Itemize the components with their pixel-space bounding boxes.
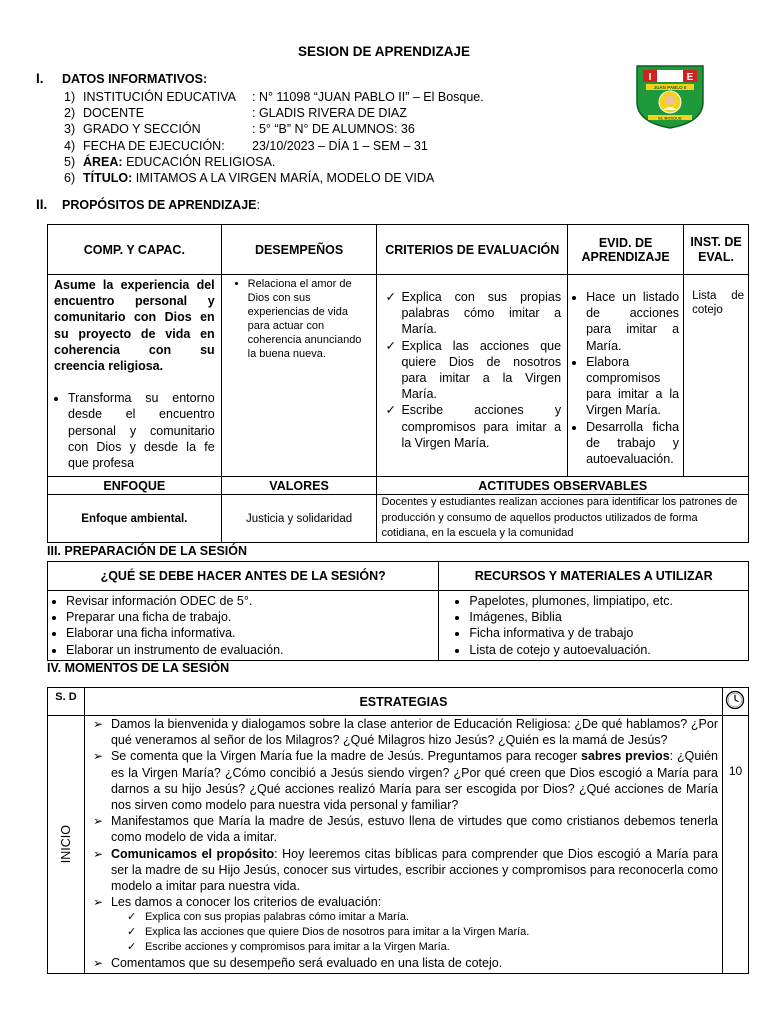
actitudes-cell: Docentes y estudiantes realizan acciones para identificar los patrones de producción y consumo de aquellos productos utilizados de forma cotidiana, en la escuela y la comunidad [377, 495, 749, 543]
time-cell: 10 [722, 716, 748, 974]
criteria-subitem: ✓ Explica las acciones que quiere Dios de nosotros para imitar a la Virgen María. [125, 925, 718, 940]
col-header-comp: COMP. Y CAPAC. [48, 225, 222, 275]
competencia-text: Asume la experiencia del encuentro personal y comunitario con Dios en su proyecto de vida en coherencia con su creencia religiosa. [54, 278, 215, 374]
recurso-item: • Papelotes, plumones, limpiatipo, etc. [469, 593, 744, 609]
strategy-item: ➢ Comentamos que su desempeño será evaluado en una lista de cotejo. [89, 955, 718, 971]
antes-item: • Preparar una ficha de trabajo. [66, 609, 434, 625]
moments-table [47, 687, 749, 974]
strategy-item: ➢ Manifestamos que María la madre de Jesús, estuvo llena de virtudes que como cristianos debemos tenerla como modelo de vida a imitar. [89, 813, 718, 845]
section-2-roman: II. [36, 197, 48, 212]
evidencia-item: • Desarrolla ficha de trabajo y autoevaluación. [586, 419, 679, 468]
recursos-list [443, 593, 744, 658]
section-1-roman: I. [36, 71, 44, 86]
evidencias-cell [568, 275, 684, 477]
strategy-item: ➢ Les damos a conocer los criterios de evaluación: ✓ Explica con sus propias palabras cómo imitar a María. ✓ Explica las acciones que quiere Dios de nosotros para imitar a la Virgen María. ✓ Escribe acciones y compromisos para imitar a la Virgen María. [89, 894, 718, 955]
capacidad-list [54, 390, 215, 471]
antes-cell [48, 591, 439, 661]
clock-icon [725, 690, 745, 710]
info-row: 2) DOCENTE : GLADIS RIVERA DE DIAZ [64, 106, 407, 121]
school-logo [633, 62, 707, 130]
criterios-list [383, 289, 561, 451]
recurso-item: • Lista de cotejo y autoevaluación. [469, 642, 744, 658]
page-title: SESION DE APRENDIZAJE [297, 44, 471, 59]
section-1-title: DATOS INFORMATIVOS: [62, 72, 208, 86]
section-1-heading [36, 71, 207, 86]
clock-header [722, 688, 748, 716]
criterios-cell [377, 275, 568, 477]
criteria-subitem: ✓ Explica con sus propias palabras cómo imitar a María. [125, 910, 718, 925]
criteria-subitem: ✓ Escribe acciones y compromisos para imitar a la Virgen María. [125, 940, 718, 955]
enfoque-cell: Enfoque ambiental. [48, 495, 222, 543]
evidencia-item: • Elabora compromisos para imitar a la Virgen María. [586, 354, 679, 419]
col-header-evidencias: EVID. DE APRENDIZAJE [568, 225, 684, 275]
phase-cell [48, 716, 85, 974]
info-row-titulo: 6) TÍTULO: IMITAMOS A LA VIRGEN MARÍA, MODELO DE VIDA [64, 171, 435, 186]
instrumento-cell [684, 275, 749, 477]
col-header-desempenos: DESEMPEÑOS [221, 225, 377, 275]
section-4-heading: IV. MOMENTOS DE LA SESIÓN [47, 661, 230, 675]
phase-label: INICIO [58, 825, 73, 864]
info-list [64, 89, 484, 186]
antes-item: • Elaborar un instrumento de evaluación. [66, 642, 434, 658]
strategy-item: ➢ Se comenta que la Virgen María fue la madre de Jesús. Preguntamos para recoger sabres previos: ¿Quién es la Virgen María? ¿Cómo concibió a Jesús siendo virgen? ¿Por qué creen que Dios escogió a María para darnos a su hijo Jesús? ¿Qué acciones realizó María para ser escogida por Dios? ¿Qué acciones de María nos sirven como modelo para nuestra vida personal y familiar? [89, 748, 718, 813]
logo-letter-e: E [686, 72, 694, 83]
col-header-recursos: RECURSOS Y MATERIALES A UTILIZAR [439, 562, 749, 591]
col-header-criterios: CRITERIOS DE EVALUACIÓN [377, 225, 568, 275]
strategy-item: ➢ Damos la bienvenida y dialogamos sobre la clase anterior de Educación Religiosa: ¿De qué hablamos? ¿Por qué veneramos al señor de los Milagros? ¿Qué Milagros hizo Jesús? ¿Quién es la mamá de Jesús? [89, 716, 718, 748]
desempeno-item: • Relaciona el amor de Dios con sus experiencias de vida para actuar con coherencia anunciando la buena nueva. [248, 277, 373, 361]
section-2-title: PROPÓSITOS DE APRENDIZAJE [62, 198, 257, 212]
criterio-item: ✓ Explica las acciones que quiere Dios de nosotros para imitar a la Virgen María. [383, 338, 561, 403]
logo-letter-i: I [648, 72, 652, 83]
info-row-area: 5) ÁREA: EDUCACIÓN RELIGIOSA. [64, 154, 276, 169]
strategy-item: ➢ Comunicamos el propósito: Hoy leeremos citas bíblicas para comprender que Dios escogió a María para ser la madre de su Hijo Jesús, conocer sus virtudes, escribir acciones y compromisos para reconocerla como modelo a imitar para nuestra vida. [89, 846, 718, 895]
logo-banner-bottom: EL BOSQUE [658, 115, 682, 121]
desempeno-list [226, 277, 373, 361]
section-3-heading: III. PREPARACIÓN DE LA SESIÓN [47, 544, 248, 558]
recursos-cell [439, 591, 749, 661]
antes-item: • Revisar información ODEC de 5°. [66, 593, 434, 609]
info-row: 1) INSTITUCIÓN EDUCATIVA : N° 11098 “JUAN PABLO II” – El Bosque. [64, 90, 484, 104]
preparation-table [47, 561, 749, 661]
instrumento-text: Lista de cotejo [692, 290, 744, 316]
criteria-sublist [111, 910, 718, 955]
antes-list [52, 593, 434, 658]
strategies-list [89, 716, 718, 972]
evidencia-item: • Hace un listado de acciones para imitar a María. [586, 289, 679, 354]
logo-banner-top: JUAN PABLO II [653, 85, 687, 90]
desempeno-cell [221, 275, 377, 477]
recurso-item: • Ficha informativa y de trabajo [469, 625, 744, 641]
competencia-cell [48, 275, 222, 477]
criterio-item: ✓ Escribe acciones y compromisos para imitar a la Virgen María. [383, 402, 561, 451]
antes-item: • Elaborar una ficha informativa. [66, 625, 434, 641]
valores-cell: Justicia y solidaridad [221, 495, 377, 543]
evidencias-list [570, 289, 679, 467]
recurso-item: • Imágenes, Biblia [469, 609, 744, 625]
col-header-sd: S. D [48, 688, 85, 716]
capacidad-item: • Transforma su entorno desde el encuentro personal y comunitario con Dios y desde la fe que profesa [68, 390, 215, 471]
criterio-item: ✓ Explica con sus propias palabras cómo imitar a María. [383, 289, 561, 338]
col-header-enfoque: ENFOQUE [48, 477, 222, 495]
col-header-instrumento: INST. DE EVAL. [684, 225, 749, 275]
strategies-cell [84, 716, 722, 974]
info-row: 3) GRADO Y SECCIÓN : 5° “B” N° DE ALUMNOS: 36 [64, 122, 415, 137]
info-row: 4) FECHA DE EJECUCIÓN: 23/10/2023 – DÍA 1 – SEM – 31 [64, 138, 428, 153]
col-header-valores: VALORES [221, 477, 377, 495]
col-header-actitudes: ACTITUDES OBSERVABLES [377, 477, 749, 495]
col-header-estrategias: ESTRATEGIAS [84, 688, 722, 716]
purposes-table [47, 224, 749, 543]
section-2-heading: II. PROPÓSITOS DE APRENDIZAJE: [36, 197, 260, 212]
col-header-antes: ¿QUÉ SE DEBE HACER ANTES DE LA SESIÓN? [48, 562, 439, 591]
